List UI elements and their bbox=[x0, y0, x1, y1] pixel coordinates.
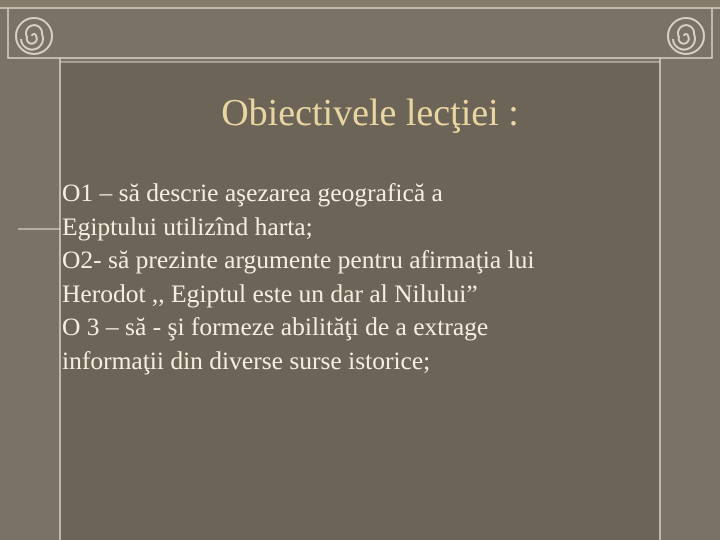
objective-line: O2- să prezinte argumente pentru afirmaţia lui bbox=[62, 245, 535, 274]
capital-outline bbox=[8, 8, 712, 58]
objective-item bbox=[62, 176, 702, 243]
objective-item bbox=[62, 243, 702, 310]
objective-line: O1 – să descrie aşezarea geografică a bbox=[62, 178, 443, 207]
objective-line: Egiptului utilizînd harta; bbox=[62, 211, 313, 241]
spiral-scroll-icon bbox=[16, 18, 52, 54]
objective-item bbox=[62, 310, 702, 377]
objective-line: Herodot ,, Egiptul este un dar al Nilului” bbox=[62, 278, 478, 308]
objective-line: O 3 – să - şi formeze abilităţi de a extrage bbox=[62, 312, 489, 341]
objectives-list bbox=[62, 176, 702, 377]
top-bar bbox=[0, 0, 720, 8]
spiral-scroll-icon bbox=[668, 18, 704, 54]
slide-title: Obiectivele lecţiei : bbox=[221, 92, 519, 134]
objective-line: informaţii din diverse surse istorice; bbox=[62, 345, 431, 375]
